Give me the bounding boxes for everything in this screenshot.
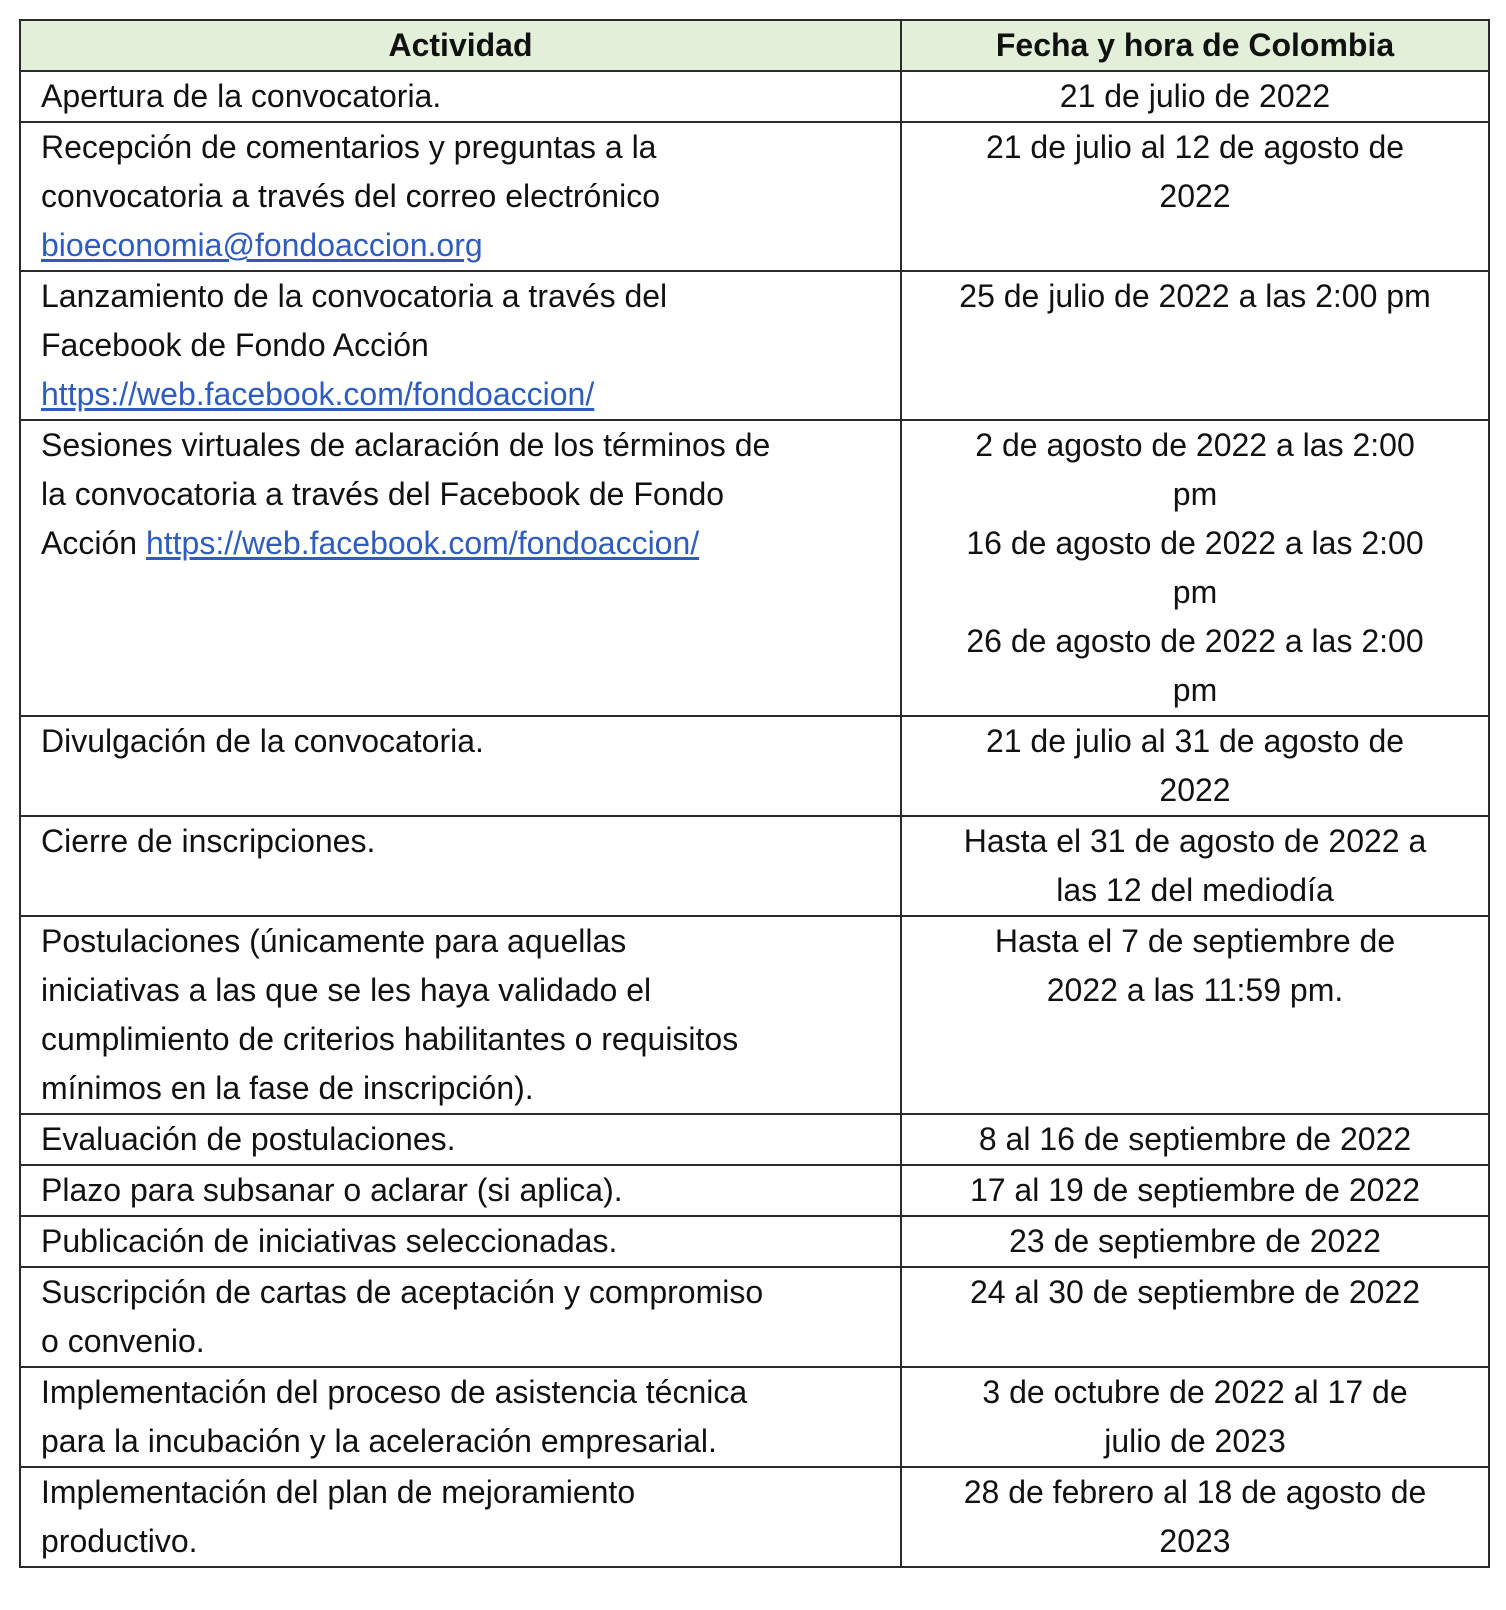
activity-cell xyxy=(20,1165,901,1216)
date-text-line: pm xyxy=(1172,574,1218,610)
schedule-body xyxy=(20,71,1489,1567)
activity-text-line: Lanzamiento de la convocatoria a través del xyxy=(41,278,668,314)
activity-cell xyxy=(20,1216,901,1267)
activity-text-prefix: Acción xyxy=(41,525,146,561)
date-text-line: 17 al 19 de septiembre de 2022 xyxy=(969,1172,1421,1208)
date-text-line: 3 de octubre de 2022 al 17 de xyxy=(982,1374,1408,1410)
activity-cell xyxy=(20,716,901,816)
activity-text-line: Implementación del proceso de asistencia técnica xyxy=(41,1374,748,1410)
header-activity: Actividad xyxy=(20,20,901,71)
date-text-line: 8 al 16 de septiembre de 2022 xyxy=(978,1121,1412,1157)
date-text-line: pm xyxy=(1172,476,1218,512)
table-row xyxy=(20,716,1489,816)
date-text-line: 24 al 30 de septiembre de 2022 xyxy=(969,1274,1421,1310)
date-cell xyxy=(901,1216,1489,1267)
table-row xyxy=(20,1467,1489,1567)
activity-link[interactable]: https://web.facebook.com/fondoaccion/ xyxy=(145,525,700,561)
activity-text-line: Apertura de la convocatoria. xyxy=(41,78,442,114)
date-text-line: 23 de septiembre de 2022 xyxy=(1009,1223,1381,1259)
date-cell xyxy=(901,271,1489,420)
table-row xyxy=(20,1216,1489,1267)
activity-text-line: Postulaciones (únicamente para aquellas xyxy=(41,923,627,959)
activity-text-line: Publicación de iniciativas seleccionadas. xyxy=(41,1223,618,1259)
table-row xyxy=(20,1267,1489,1367)
activity-text-line: Sesiones virtuales de aclaración de los términos de xyxy=(41,427,771,463)
table-row xyxy=(20,71,1489,122)
date-text-line: 26 de agosto de 2022 a las 2:00 xyxy=(966,623,1424,659)
date-text-line: 21 de julio de 2022 xyxy=(1059,78,1331,114)
table-row xyxy=(20,271,1489,420)
activity-text-line: cumplimiento de criterios habilitantes o requisitos xyxy=(41,1021,739,1057)
date-cell xyxy=(901,71,1489,122)
activity-text-line: Evaluación de postulaciones. xyxy=(41,1121,456,1157)
table-row xyxy=(20,1367,1489,1467)
date-text-line: 21 de julio al 31 de agosto de xyxy=(985,723,1405,759)
date-text-line: 2 de agosto de 2022 a las 2:00 xyxy=(975,427,1415,463)
date-text-line: Hasta el 7 de septiembre de xyxy=(994,923,1396,959)
date-text-line: 25 de julio de 2022 a las 2:00 pm xyxy=(959,278,1431,314)
date-text-line: 2022 a las 11:59 pm. xyxy=(1046,972,1344,1008)
activity-text-line: o convenio. xyxy=(41,1323,205,1359)
table-row xyxy=(20,1165,1489,1216)
date-cell xyxy=(901,1367,1489,1467)
date-text-line: las 12 del mediodía xyxy=(1056,872,1334,908)
date-cell xyxy=(901,716,1489,816)
header-row xyxy=(20,20,1489,71)
activity-text-line: Plazo para subsanar o aclarar (si aplica). xyxy=(41,1172,623,1208)
schedule-table xyxy=(19,19,1490,1568)
activity-cell xyxy=(20,420,901,716)
date-text-line: Hasta el 31 de agosto de 2022 a xyxy=(963,823,1427,859)
activity-text-line: Implementación del plan de mejoramiento xyxy=(41,1474,636,1510)
activity-text-line: Recepción de comentarios y preguntas a la xyxy=(41,129,657,165)
date-text-line: pm xyxy=(1172,672,1218,708)
activity-cell xyxy=(20,271,901,420)
activity-cell xyxy=(20,71,901,122)
activity-cell xyxy=(20,916,901,1114)
table-row xyxy=(20,1114,1489,1165)
date-text-line: 2022 xyxy=(1159,178,1231,214)
header-date: Fecha y hora de Colombia xyxy=(901,20,1489,71)
activity-text-line: Divulgación de la convocatoria. xyxy=(41,723,484,759)
activity-text-line: Facebook de Fondo Acción xyxy=(41,327,429,363)
activity-text-line: Suscripción de cartas de aceptación y compromiso xyxy=(41,1274,764,1310)
activity-link-line xyxy=(41,519,896,568)
date-cell xyxy=(901,1267,1489,1367)
activity-text-line: la convocatoria a través del Facebook de Fondo xyxy=(41,476,725,512)
date-cell xyxy=(901,816,1489,916)
table-row xyxy=(20,916,1489,1114)
activity-cell xyxy=(20,1367,901,1467)
date-cell xyxy=(901,1165,1489,1216)
activity-cell xyxy=(20,816,901,916)
date-text-line: 28 de febrero al 18 de agosto de xyxy=(963,1474,1427,1510)
activity-text-line: para la incubación y la aceleración empresarial. xyxy=(41,1423,717,1459)
date-text-line: 16 de agosto de 2022 a las 2:00 xyxy=(966,525,1424,561)
activity-text-line: Cierre de inscripciones. xyxy=(41,823,376,859)
activity-text-line: convocatoria a través del correo electrónico xyxy=(41,178,660,214)
activity-text-line: productivo. xyxy=(41,1523,198,1559)
date-cell xyxy=(901,420,1489,716)
activity-link[interactable]: bioeconomia@fondoaccion.org xyxy=(41,227,483,263)
activity-cell xyxy=(20,1467,901,1567)
date-text-line: 2023 xyxy=(1159,1523,1231,1559)
activity-cell xyxy=(20,122,901,271)
date-cell xyxy=(901,1467,1489,1567)
activity-cell xyxy=(20,1267,901,1367)
activity-text-line: iniciativas a las que se les haya validado el xyxy=(41,972,652,1008)
table-row xyxy=(20,122,1489,271)
activity-link[interactable]: https://web.facebook.com/fondoaccion/ xyxy=(41,376,595,412)
date-cell xyxy=(901,122,1489,271)
activity-cell xyxy=(20,1114,901,1165)
table-row xyxy=(20,816,1489,916)
activity-link-line xyxy=(41,221,896,270)
activity-link-line xyxy=(41,370,896,419)
table-row xyxy=(20,420,1489,716)
activity-text-line: mínimos en la fase de inscripción). xyxy=(41,1070,534,1106)
date-cell xyxy=(901,1114,1489,1165)
date-text-line: 21 de julio al 12 de agosto de xyxy=(985,129,1405,165)
date-cell xyxy=(901,916,1489,1114)
date-text-line: julio de 2023 xyxy=(1104,1423,1286,1459)
date-text-line: 2022 xyxy=(1159,772,1231,808)
